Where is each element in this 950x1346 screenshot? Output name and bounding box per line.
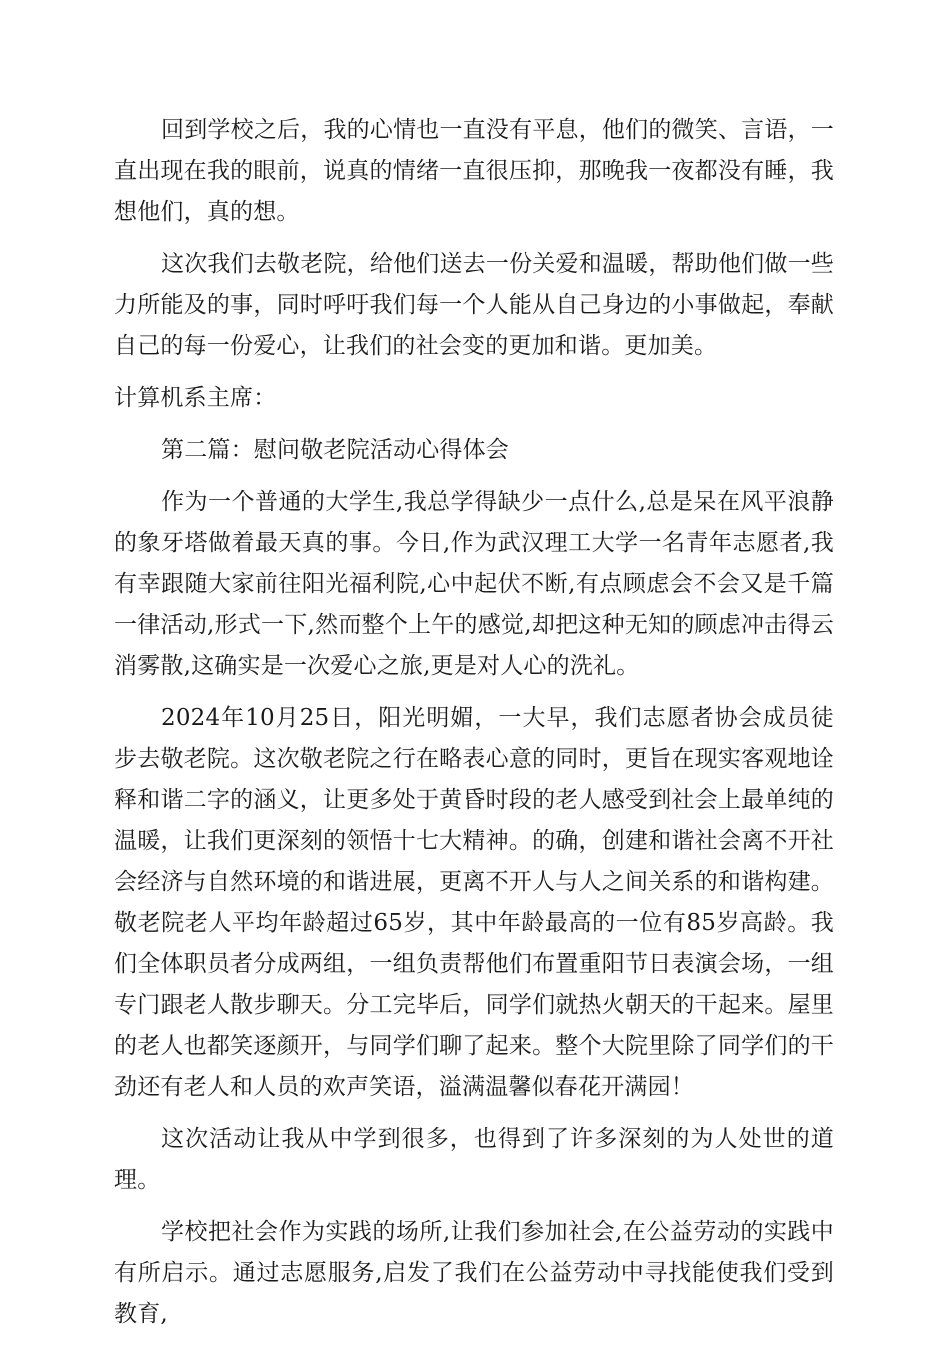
paragraph-nursing-home-visit: 这次我们去敬老院，给他们送去一份关爱和温暖，帮助他们做一些力所能及的事，同时呼吁我们每一个人能从自己身边的小事做起，奉献自己的每一份爱心，让我们的社会变的更加和谐。更加美。 [114,251,834,359]
paragraph-event-description: 2024年10月25日，阳光明媚，一大早，我们志愿者协会成员徒步去敬老院。这次敬老院之行在略表心意的同时，更旨在现实客观地诠释和谐二字的涵义，让更多处于黄昏时段的老人感受到社会上最单纯的温暖，让我们更深刻的领悟十七大精神。的确，创建和谐社会离不开社会经济与自然环境的和谐进展，更离不开人与人之间关系的和谐构建。敬老院老人平均年龄超过65岁，其中年龄最高的一位有85岁高龄。我们全体职员者分成两组，一组负责帮他们布置重阳节日表演会场，一组专门跟老人散步聊天。分工完毕后，同学们就热火朝天的干起来。屋里的老人也都笑逐颜开，与同学们聊了起来。整个大院里除了同学们的干劲还有老人和人员的欢声笑语，溢满温馨似春花开满园！ [114,705,834,1100]
paragraph-return-to-school: 回到学校之后，我的心情也一直没有平息，他们的微笑、言语，一直出现在我的眼前，说真的情绪一直很压抑，那晚我一夜都没有睡，我想他们，真的想。 [114,117,834,225]
paragraph-introduction: 作为一个普通的大学生,我总学得缺少一点什么,总是呆在风平浪静的象牙塔做着最天真的事。今日,作为武汉理工大学一名青年志愿者,我有幸跟随大家前往阳光福利院,心中起伏不断,有点顾虑会不会又是千篇一律活动,形式一下,然而整个上午的感觉,却把这种无知的顾虑冲击得云消雾散,这确实是一次爱心之旅,更是对人心的洗礼。 [114,489,834,679]
section-heading: 第二篇：慰问敬老院活动心得体会 [161,437,509,463]
signature-line: 计算机系主席： [114,385,277,411]
paragraph-lessons-learned: 这次活动让我从中学到很多，也得到了许多深刻的为人处世的道理。 [114,1126,834,1193]
paragraph-school-practice: 学校把社会作为实践的场所,让我们参加社会,在公益劳动的实践中有所启示。通过志愿服务,启发了我们在公益劳动中寻找能使我们受到教育, [114,1219,834,1327]
document-body [114,110,834,1346]
